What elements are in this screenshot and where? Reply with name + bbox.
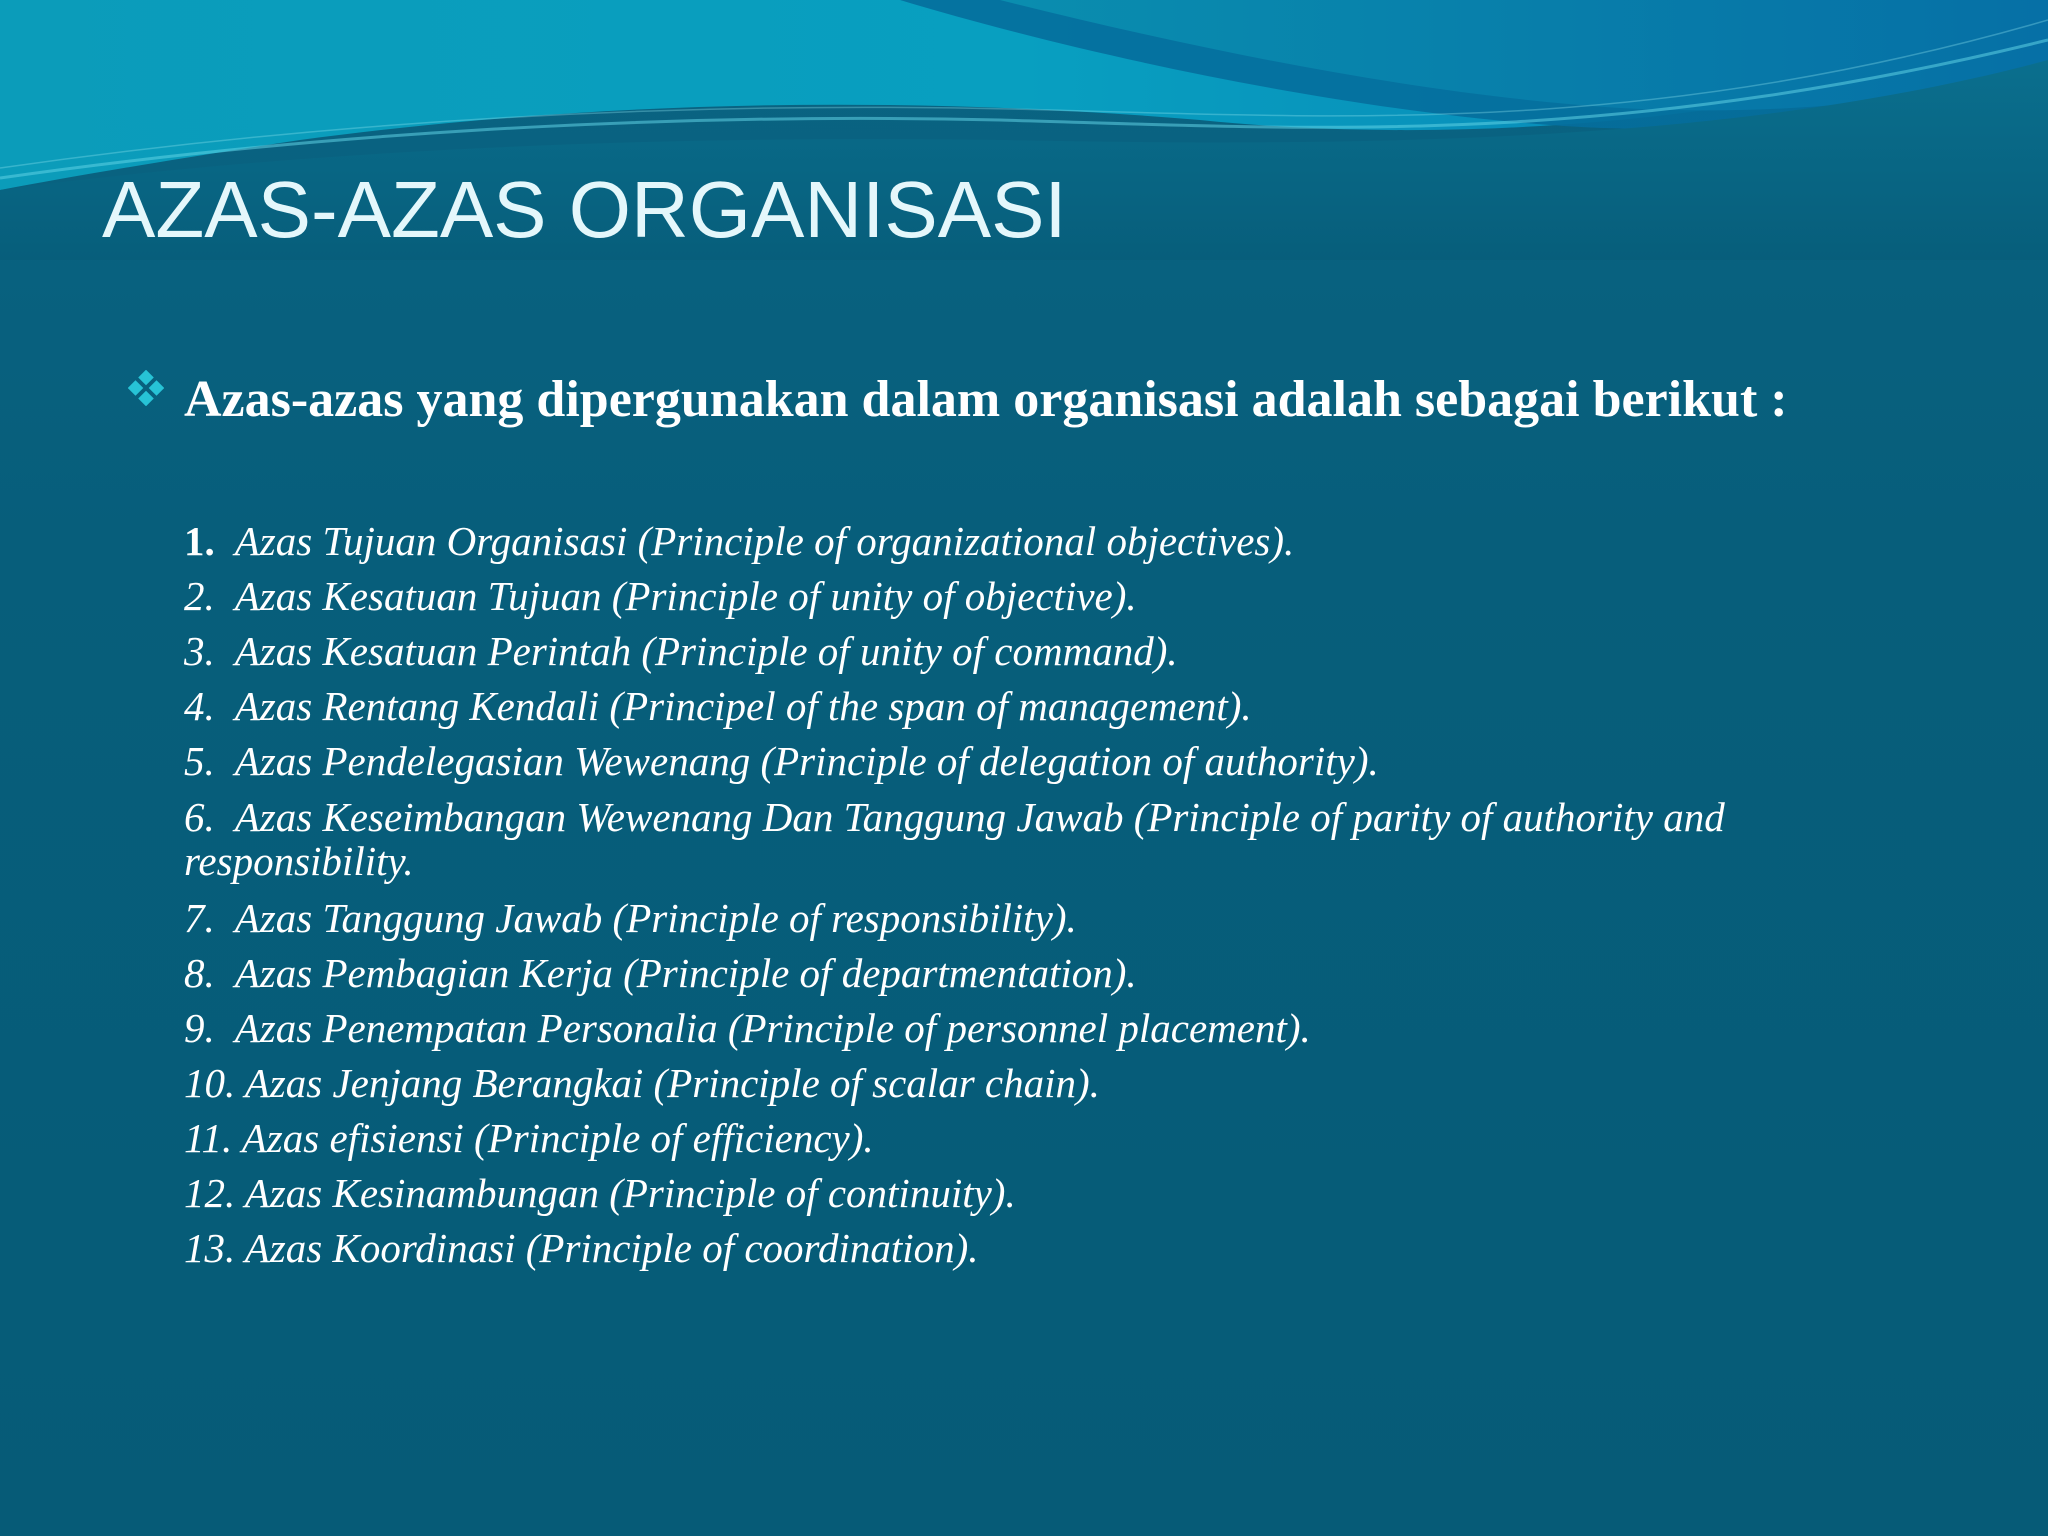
list-item-text: Azas efisiensi (Principle of efficiency).	[241, 1115, 874, 1161]
list-item	[184, 1221, 1924, 1276]
list-item-text: Azas Kesinambungan (Principle of continuity).	[244, 1170, 1016, 1216]
list-item	[184, 1111, 1924, 1166]
slide-title: AZAS-AZAS ORGANISASI	[102, 165, 1067, 254]
list-item	[184, 795, 1924, 883]
list-item	[184, 891, 1924, 946]
list-item-number: 8.	[184, 950, 215, 996]
list-item-number: 4.	[184, 683, 215, 729]
list-item-text: Azas Koordinasi (Principle of coordination).	[244, 1225, 979, 1271]
list-item	[184, 569, 1924, 624]
lead-paragraph: Azas-azas yang dipergunakan dalam organisasi adalah sebagai berikut :	[184, 371, 1788, 428]
list-item-text: Azas Keseimbangan Wewenang Dan Tanggung Jawab (Principle of parity of authority and responsibility.	[184, 794, 1725, 884]
list-item	[184, 1001, 1924, 1056]
list-item	[184, 1166, 1924, 1221]
list-item-text: Azas Rentang Kendali (Principel of the span of management).	[234, 683, 1252, 729]
list-item-number: 9.	[184, 1005, 215, 1051]
list-item	[184, 679, 1924, 734]
list-item-number: 10.	[184, 1060, 236, 1106]
list-item	[184, 946, 1924, 1001]
list-item-text: Azas Kesatuan Perintah (Principle of unity of command).	[234, 628, 1178, 674]
list-item-text: Azas Pendelegasian Wewenang (Principle of delegation of authority).	[234, 738, 1379, 784]
list-item-number: 3.	[184, 628, 215, 674]
principles-list	[184, 514, 1924, 1276]
list-item	[184, 734, 1924, 789]
list-item	[184, 1056, 1924, 1111]
list-item-number: 13.	[184, 1225, 236, 1271]
list-item-text: Azas Tujuan Organisasi (Principle of organizational objectives).	[234, 518, 1295, 564]
list-item-text: Azas Kesatuan Tujuan (Principle of unity of objective).	[234, 573, 1137, 619]
list-item	[184, 624, 1924, 679]
list-item-text: Azas Pembagian Kerja (Principle of departmentation).	[234, 950, 1137, 996]
list-item-number: 12.	[184, 1170, 236, 1216]
list-item-number: 7.	[184, 895, 215, 941]
list-item-text: Azas Penempatan Personalia (Principle of personnel placement).	[234, 1005, 1311, 1051]
list-item-text: Azas Jenjang Berangkai (Principle of scalar chain).	[244, 1060, 1100, 1106]
list-item-number: 5.	[184, 738, 215, 784]
list-item-number: 2.	[184, 573, 215, 619]
list-item-number: 1.	[184, 518, 215, 564]
list-item-number: 6.	[184, 794, 215, 840]
diamond-bullet-icon	[128, 370, 164, 406]
list-item	[184, 514, 1924, 569]
list-item-number: 11.	[184, 1115, 233, 1161]
list-item-text: Azas Tanggung Jawab (Principle of responsibility).	[234, 895, 1077, 941]
